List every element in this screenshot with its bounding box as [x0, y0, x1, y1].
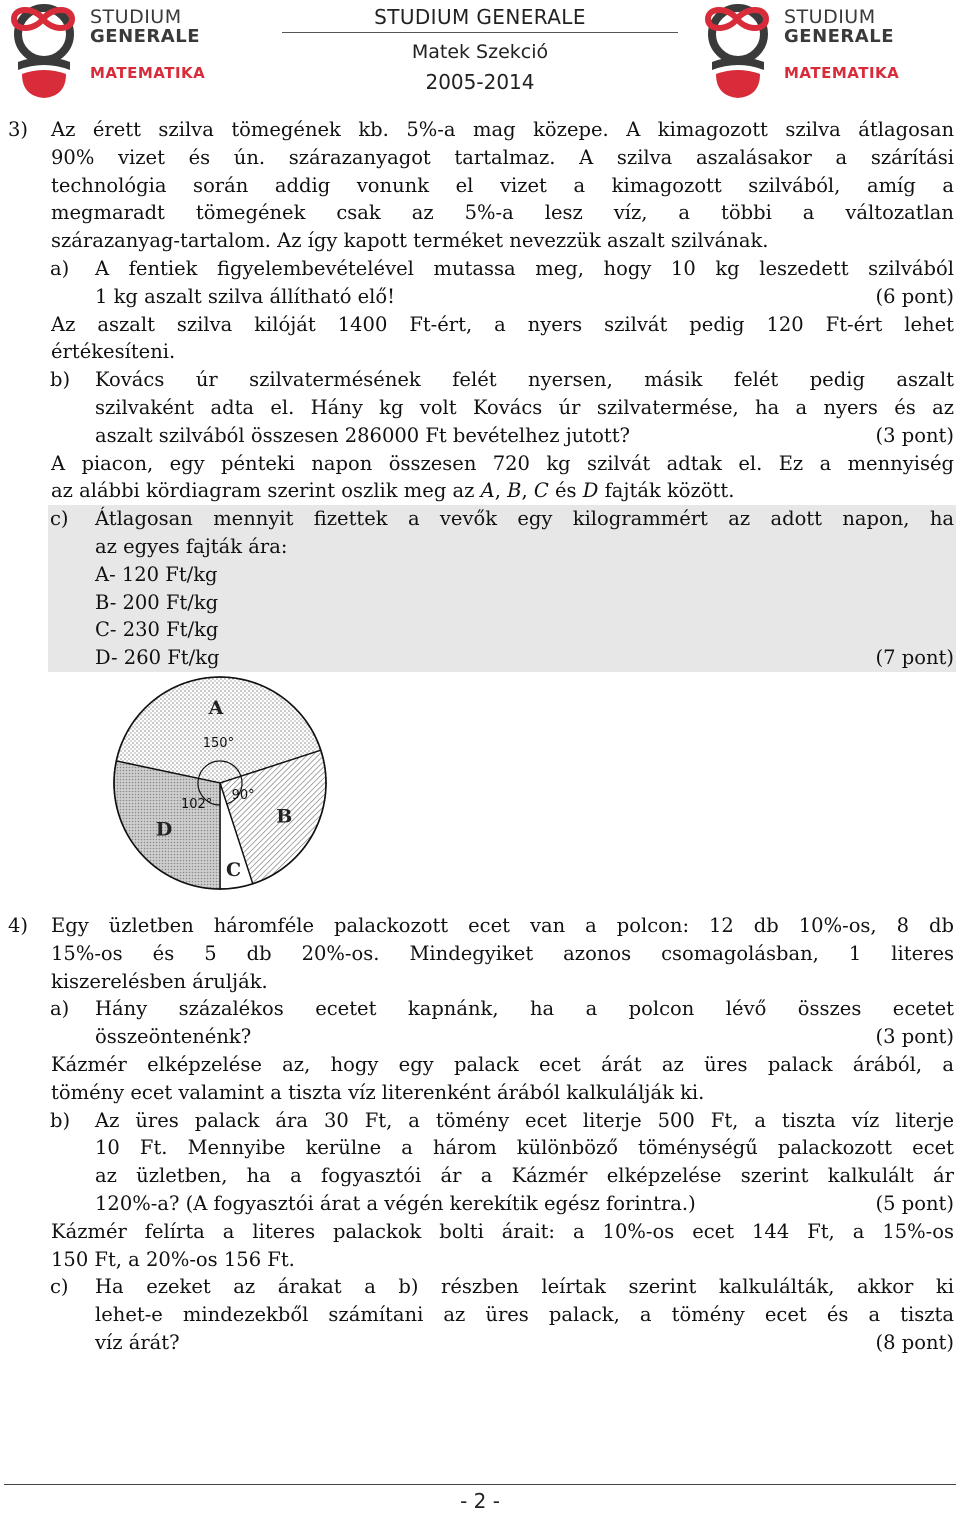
text-line: Átlagosan mennyit fizettek a vevők egy kilogrammért az adott napon, ha — [95, 507, 954, 531]
text-line: szilvaként adta el. Hány kg volt Kovács úr szilvatermése, ha a nyers és az — [95, 395, 954, 419]
header-subtitle: Matek Szekció — [411, 41, 549, 63]
header-years: 2005-2014 — [425, 70, 535, 94]
text-line: 15%-os és 5 db 20%-os. Mindegyiket azonos csomagolásban, 1 literes — [51, 941, 954, 965]
text-line: tömény ecet valamint a tiszta víz literenként árából kalkulálják ki. — [51, 1080, 705, 1104]
problem-4-store-prices — [51, 1218, 954, 1274]
subquestion-label: c) — [50, 1275, 69, 1299]
text-line: Ha ezeket az árakat a b) részben leírtak szerint kalkulálták, akkor ki — [95, 1275, 954, 1299]
angle-label: 150° — [202, 736, 235, 752]
logo-text-studium: STUDIUM — [90, 6, 182, 28]
subquestion-label: b) — [50, 1108, 71, 1132]
text-line: technológia során addig vonunk el vizet a kimagozott szilvából, amíg a — [51, 173, 954, 197]
problem-3c — [8, 505, 954, 672]
angle-label: 90° — [231, 787, 255, 803]
price-item: D- 260 Ft/kg — [95, 646, 220, 670]
text-line: összeöntenénk? — [95, 1025, 252, 1049]
logo-text-matematika: MATEMATIKA — [784, 64, 900, 82]
footer-divider — [4, 1484, 956, 1485]
text-line: 10 Ft. Mennyibe kerülne a három különböző töménységű palackozott ecet — [95, 1136, 954, 1160]
problem-4-intro — [8, 912, 954, 995]
text-line: A piacon, egy pénteki napon összesen 720 kg szilvát adtak el. Ez a mennyiség — [51, 451, 954, 475]
angle-label: 102° — [181, 796, 213, 812]
problem-4a — [8, 995, 954, 1051]
problem-4b — [8, 1107, 954, 1218]
pie-slice-label: C — [226, 858, 242, 881]
problem-3b — [8, 366, 954, 449]
studium-generale-logo-left — [4, 4, 266, 100]
text-line: kiszerelésben árulják. — [51, 969, 268, 993]
subquestion-label: b) — [50, 368, 71, 392]
text-line: 150 Ft, a 20%-os 156 Ft. — [51, 1247, 295, 1271]
text-line: aszalt szilvából összesen 286000 Ft bevételhez jutott? — [95, 423, 631, 447]
points-label: (3 pont) — [875, 1025, 954, 1049]
problem-3-price-info — [51, 311, 954, 367]
text-line: az egyes fajták ára: — [95, 534, 288, 558]
text-line: szárazanyag-tartalom. Az így kapott terméket nevezzük aszalt szilvának. — [51, 229, 769, 253]
problem-4c — [8, 1273, 954, 1356]
points-label: (7 pont) — [875, 646, 954, 670]
logo-text-generale: GENERALE — [90, 26, 200, 47]
problem-number: 4) — [8, 913, 29, 937]
problem-3-market-info — [51, 450, 954, 506]
price-item: B- 200 Ft/kg — [95, 590, 219, 614]
header-center — [282, 4, 678, 97]
text-line: megmaradt tömegének csak az 5%-a lesz víz, a többi a változatlan — [51, 201, 954, 225]
infinity-icon — [4, 4, 82, 34]
studium-generale-logo-right — [698, 4, 960, 100]
price-item: C- 230 Ft/kg — [95, 618, 219, 642]
logo-text-matematika: MATEMATIKA — [90, 64, 206, 82]
text-line: Hány százalékos ecetet kapnánk, ha a polcon lévő összes ecetet — [95, 997, 954, 1021]
text-line: víz árát? — [95, 1330, 180, 1354]
pie-slice-label: B — [276, 805, 293, 828]
text-line: Kázmér felírta a literes palackok bolti árait: a 10%-os ecet 144 Ft, a 15%-os — [51, 1219, 954, 1243]
points-label: (8 pont) — [875, 1330, 954, 1354]
pie-slice-label: D — [155, 818, 173, 841]
logo-text-studium: STUDIUM — [784, 6, 876, 28]
text-line: Kázmér elképzelése az, hogy egy palack ecet árát az üres palack árából, a — [51, 1052, 954, 1076]
text-line: Az üres palack ára 30 Ft, a tömény ecet literje 500 Ft, a tiszta víz literje — [95, 1108, 954, 1132]
logo-text-generale: GENERALE — [784, 26, 894, 47]
text-line: Az aszalt szilva kilóját 1400 Ft-ért, a nyers szilvát pedig 120 Ft-ért lehet — [51, 312, 954, 336]
problem-number: 3) — [8, 118, 29, 141]
text-line: értékesíteni. — [51, 340, 176, 364]
page-number: - 2 - — [460, 1489, 500, 1513]
text-line: 120%-a? (A fogyasztói árat a végén kerekítik egész forintra.) — [95, 1191, 696, 1215]
problem-3-intro — [8, 116, 954, 255]
header-title: STUDIUM GENERALE — [374, 5, 586, 29]
text-line: 90% vizet és ún. szárazanyagot tartalmaz. A szilva aszalásakor a szárítási — [51, 145, 954, 169]
subquestion-label: a) — [50, 256, 70, 280]
text-line: A fentiek figyelembevételével mutassa meg, hogy 10 kg leszedett szilvából — [95, 256, 954, 280]
points-label: (5 pont) — [875, 1191, 954, 1215]
text-line: Egy üzletben háromféle palackozott ecet van a polcon: 12 db 10%-os, 8 db — [51, 913, 954, 937]
text-line: lehet-e mindezekből számítani az üres palack, a tömény ecet és a tiszta — [95, 1303, 954, 1327]
header-divider — [282, 32, 678, 33]
infinity-icon — [698, 4, 776, 34]
subquestion-label: c) — [50, 507, 69, 531]
price-item: A- 120 Ft/kg — [95, 562, 218, 586]
text-line: az alábbi kördiagram szerint oszlik meg az A, B, C és D fajták között. — [51, 479, 735, 503]
text-line: Az érett szilva tömegének kb. 5%-a mag közepe. A kimagozott szilva átlagosan — [51, 118, 954, 141]
pie-slice-label: A — [208, 696, 224, 719]
text-line: Kovács úr szilvatermésének felét nyersen, másik felét pedig aszalt — [95, 368, 954, 392]
problem-3a — [8, 255, 954, 311]
text-line: 1 kg aszalt szilva állítható elő! — [95, 284, 395, 308]
pie-chart — [92, 670, 338, 910]
text-line: az üzletben, ha a fogyasztói ár a Kázmér elképzelése szerint kalkulált ár — [95, 1164, 954, 1188]
points-label: (6 pont) — [875, 284, 954, 308]
subquestion-label: a) — [50, 997, 70, 1021]
pie-chart-svg — [92, 670, 338, 910]
problem-4-kazmer-idea — [51, 1051, 954, 1107]
points-label: (3 pont) — [875, 423, 954, 447]
